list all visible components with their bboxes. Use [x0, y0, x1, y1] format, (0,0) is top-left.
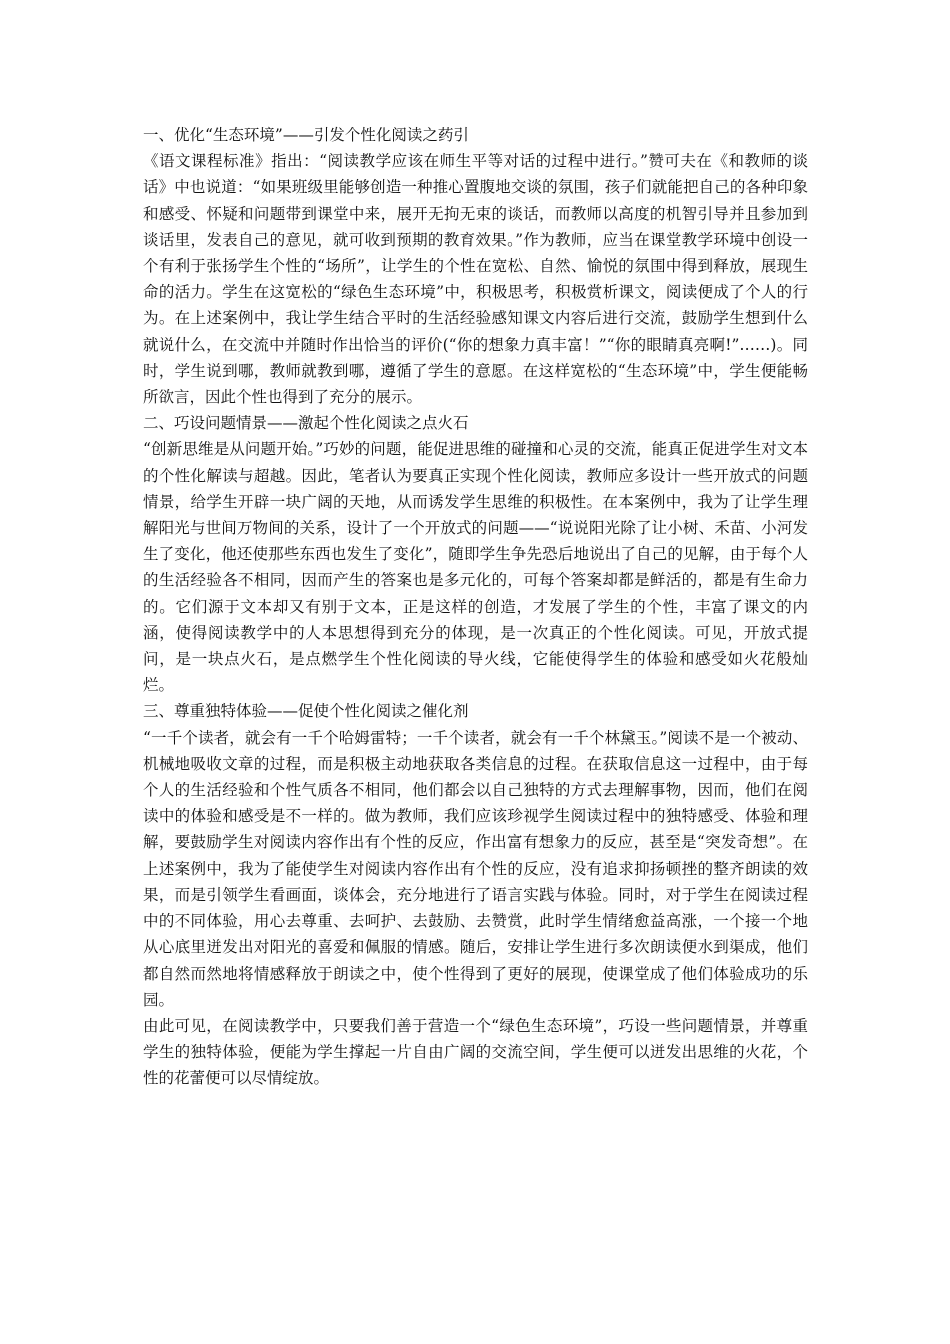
section-paragraph-2: “创新思维是从问题开始。”巧妙的问题，能促进思维的碰撞和心灵的交流，能真正促进学生对文本的个性化解读与超越。因此，笔者认为要真正实现个性化阅读，教师应多设计一些开放式的问题情景，给学生开辟一块广阔的天地，从而诱发学生思维的积极性。在本案例中，我为了让学生理解阳光与世间万物间的关系，设计了一个开放式的问题——“说说阳光除了让小树、禾苗、小河发生了变化，他还使那些东西也发生了变化”，随即学生争先恐后地说出了自己的见解，由于每个人的生活经验各不相同，因而产生的答案也是多元化的，可每个答案却都是鲜活的，都是有生命力的。它们源于文本却又有别于文本，正是这样的创造，才发展了学生的个性，丰富了课文的内涵，使得阅读教学中的人本思想得到充分的体现，是一次真正的个性化阅读。可见，开放式提问，是一块点火石，是点燃学生个性化阅读的导火线，它能使得学生的体验和感受如火花般灿烂。 [143, 440, 808, 695]
conclusion-paragraph: 由此可见，在阅读教学中，只要我们善于营造一个“绿色生态环境”，巧设一些问题情景，并尊重学生的独特体验，便能为学生撑起一片自由广阔的交流空间，学生便可以迸发出思维的火花，个性的花蕾便可以尽情绽放。 [143, 1016, 808, 1088]
section-paragraph-3: “一千个读者，就会有一千个哈姆雷特；一千个读者，就会有一千个林黛玉。”阅读不是一个被动、机械地吸收文章的过程，而是积极主动地获取各类信息的过程。在获取信息这一过程中，由于每个人的生活经验和个性气质各不相同，他们都会以自己独特的方式去理解事物，因而，他们在阅读中的体验和感受是不一样的。做为教师，我们应该珍视学生阅读过程中的独特感受、体验和理解，要鼓励学生对阅读内容作出有个性的反应，作出富有想象力的反应，甚至是“突发奇想”。在上述案例中，我为了能使学生对阅读内容作出有个性的反应，没有追求抑扬顿挫的整齐朗读的效果，而是引领学生看画面，谈体会，充分地进行了语言实践与体验。同时，对于学生在阅读过程中的不同体验，用心去尊重、去呵护、去鼓励、去赞赏，此时学生情绪愈益高涨，一个接一个地从心底里迸发出对阳光的喜爱和佩服的情感。随后，安排让学生进行多次朗读便水到渠成，他们都自然而然地将情感释放于朗读之中，使个性得到了更好的展现，使课堂成了他们体验成功的乐园。 [143, 728, 808, 1009]
document-body [143, 122, 808, 1092]
section-paragraph-1: 《语文课程标准》指出：“阅读教学应该在师生平等对话的过程中进行。”赞可夫在《和教师的谈话》中也说道：“如果班级里能够创造一种推心置腹地交谈的氛围，孩子们就能把自己的各种印象和感受、怀疑和问题带到课堂中来，展开无拘无束的谈话，而教师以高度的机智引导并且参加到谈话里，发表自己的意见，就可收到预期的教育效果。”作为教师，应当在课堂教学环境中创设一个有利于张扬学生个性的“场所”，让学生的个性在宽松、自然、愉悦的氛围中得到释放，展现生命的活力。学生在这宽松的“绿色生态环境”中，积极思考，积极赏析课文，阅读便成了个人的行为。在上述案例中，我让学生结合平时的生活经验感知课文内容后进行交流，鼓励学生想到什么就说什么，在交流中并随时作出恰当的评价(“你的想象力真丰富！”“你的眼睛真亮啊!”……)。同时，学生说到哪，教师就教到哪，遵循了学生的意愿。在这样宽松的“生态环境”中，学生便能畅所欲言，因此个性也得到了充分的展示。 [143, 152, 808, 407]
section-heading-2: 二、巧设问题情景——激起个性化阅读之点火石 [143, 414, 469, 433]
section-heading-3: 三、尊重独特体验——促使个性化阅读之催化剂 [143, 702, 469, 721]
section-heading-1: 一、优化“生态环境”——引发个性化阅读之药引 [143, 126, 469, 144]
